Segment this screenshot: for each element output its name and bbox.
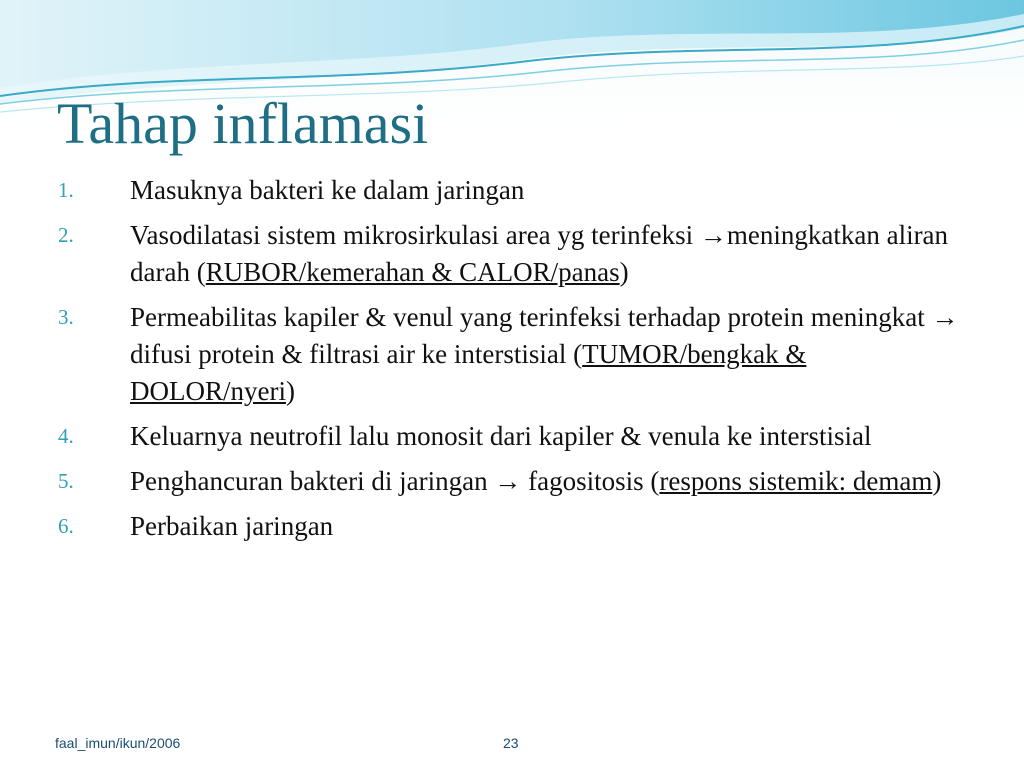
- list-item-text: [130, 302, 959, 406]
- list-item: [58, 299, 978, 410]
- list-item: [58, 172, 978, 209]
- footer-source: faal_imun/ikun/2006: [55, 735, 181, 751]
- text-segment: Masuknya bakteri ke dalam jaringan: [130, 175, 525, 205]
- list-item-number: 4.: [58, 424, 74, 448]
- list-item-text: [130, 511, 333, 541]
- list-item-text: [130, 421, 872, 451]
- inflammation-steps-list: [58, 172, 978, 553]
- underlined-term: RUBOR/kemerahan & CALOR/panas: [205, 257, 620, 287]
- text-segment: ): [285, 376, 295, 406]
- list-item-text: [130, 175, 524, 205]
- list-item-text: [130, 220, 948, 287]
- list-item: [58, 508, 978, 545]
- list-item-text: [130, 466, 941, 496]
- list-item: [58, 217, 978, 291]
- text-segment: Perbaikan jaringan: [130, 511, 334, 541]
- underlined-term: respons sistemik: demam: [659, 466, 933, 496]
- page-number: 23: [503, 735, 519, 751]
- list-item-number: 5.: [58, 469, 74, 493]
- underlined-term: TUMOR/bengkak & DOLOR/nyeri: [130, 339, 807, 406]
- text-segment: Vasodilatasi sistem mikrosirkulasi area yg terinfeksi →meningkatkan aliran darah (: [130, 220, 949, 287]
- text-segment: ): [932, 466, 942, 496]
- list-item-number: 6.: [58, 514, 74, 538]
- list-item-number: 3.: [58, 305, 74, 329]
- text-segment: Penghancuran bakteri di jaringan → fagositosis (: [130, 466, 660, 496]
- list-item-number: 2.: [58, 223, 74, 247]
- text-segment: Keluarnya neutrofil lalu monosit dari kapiler & venula ke interstisial: [130, 421, 872, 451]
- slide-title: Tahap inflamasi: [57, 91, 429, 156]
- text-segment: ): [619, 257, 629, 287]
- list-item-number: 1.: [58, 178, 74, 202]
- list-item: [58, 463, 978, 500]
- list-item: [58, 418, 978, 455]
- text-segment: Permeabilitas kapiler & venul yang terinfeksi terhadap protein meningkat → difusi protein & filtrasi air ke interstisial (: [130, 302, 959, 369]
